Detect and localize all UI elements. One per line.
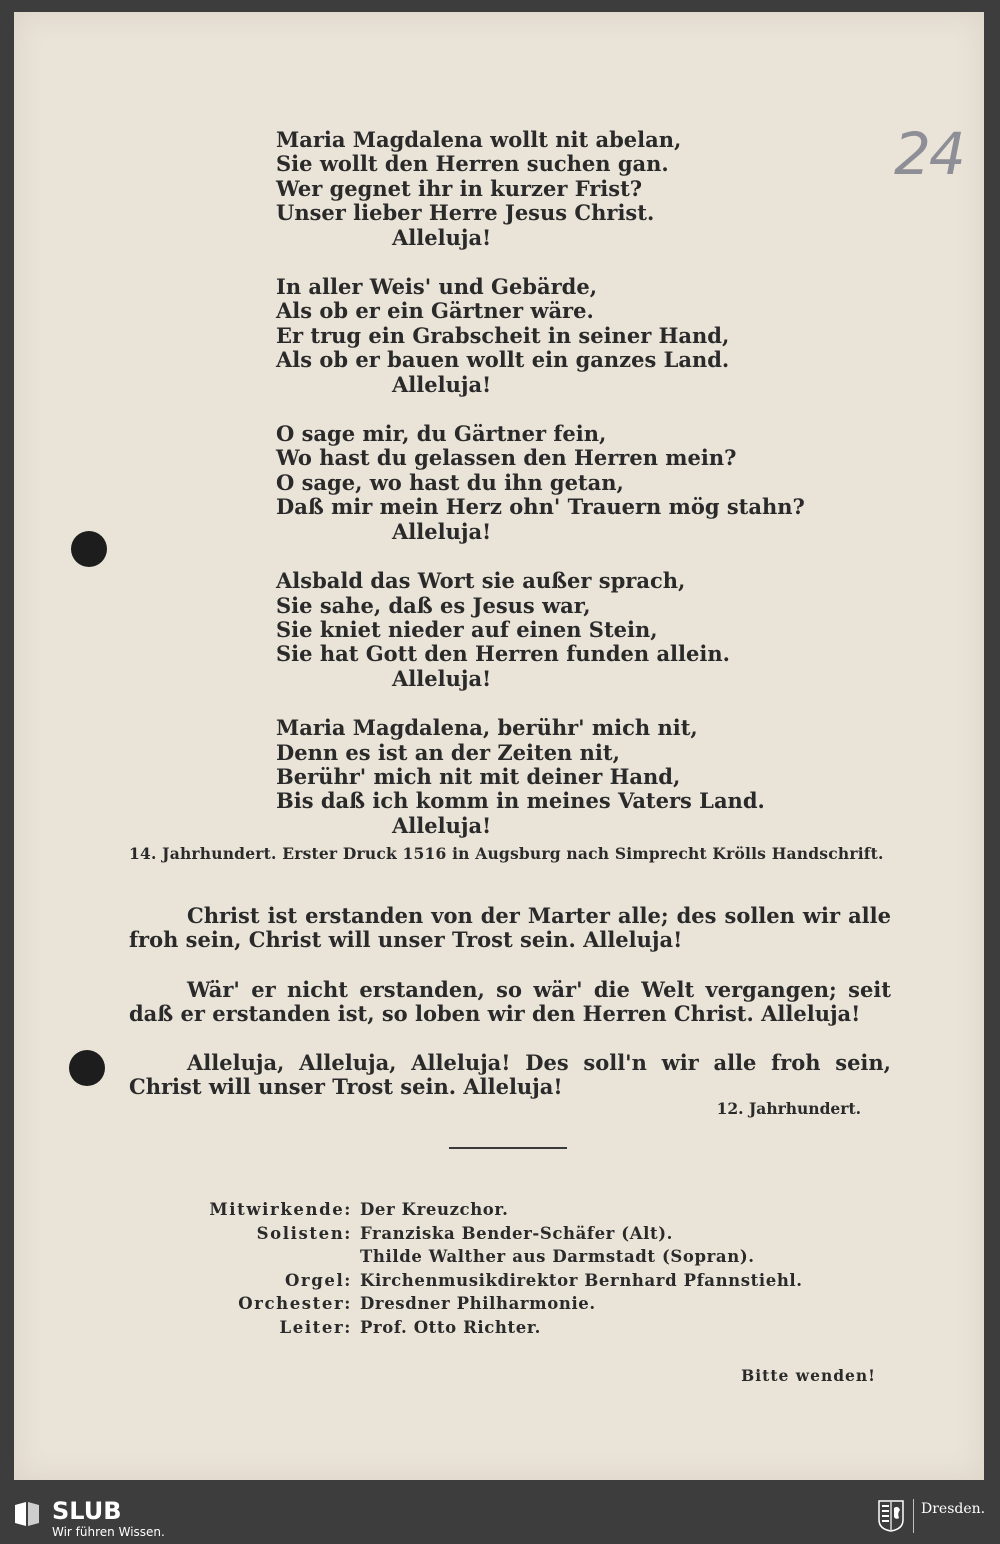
dresden-crest-icon — [878, 1500, 904, 1532]
footer-bar — [0, 1494, 1000, 1544]
credit-label — [194, 1245, 360, 1269]
punch-hole — [71, 531, 107, 567]
library-tagline: Wir führen Wissen. — [52, 1525, 165, 1539]
credit-row — [194, 1269, 803, 1293]
credit-value: Franziska Bender-Schäfer (Alt). — [360, 1223, 673, 1243]
verse-line: Daß mir mein Herz ohn' Trauern mög stahn? — [276, 494, 805, 520]
verse-line: Unser lieber Herre Jesus Christ. — [276, 200, 655, 226]
prose-paragraph — [129, 904, 891, 952]
verse-line: Wo hast du gelassen den Herren mein? — [276, 445, 737, 471]
credit-label: Mitwirkende: — [209, 1200, 352, 1219]
credit-label: Orgel: — [284, 1270, 352, 1290]
stanza — [276, 275, 836, 397]
credit-label: Solisten: — [256, 1223, 352, 1243]
verse-line: Denn es ist an der Zeiten nit, — [276, 739, 620, 765]
stanza — [276, 128, 836, 250]
verse-line: Maria Magdalena, berühr' mich nit, — [276, 715, 698, 741]
verse-line: Sie hat Gott den Herren funden allein. — [276, 641, 730, 667]
credit-row — [194, 1292, 803, 1316]
stanza — [276, 422, 836, 544]
credit-value: Der Kreuzchor. — [360, 1200, 509, 1219]
city-name: Dresden. — [921, 1501, 986, 1517]
credit-label: Leiter: — [279, 1317, 352, 1337]
refrain-line: Alleluja! — [392, 371, 492, 397]
verse-line: O sage mir, du Gärtner fein, — [276, 421, 607, 447]
prose-text: Wär' er nicht erstanden, so wär' die Welt vergangen; seit daß er erstanden ist, so loben wir den Herren Christ. Alleluja! — [129, 977, 891, 1026]
verse-line: Bis daß ich komm in meines Vaters Land. — [276, 788, 765, 814]
verse-line: O sage, wo hast du ihn getan, — [276, 469, 624, 495]
verse-line: Als ob er ein Gärtner wäre. — [276, 298, 594, 324]
verse-line: Sie kniet nieder auf einen Stein, — [276, 616, 658, 642]
credits-list — [194, 1198, 803, 1339]
verses-attribution: 14. Jahrhundert. Erster Druck 1516 in Augsburg nach Simprecht Krölls Handschrift. — [129, 844, 884, 863]
punch-hole — [69, 1050, 105, 1086]
handwritten-page-number: 24 — [894, 120, 964, 188]
refrain-line: Alleluja! — [392, 224, 492, 250]
please-turn-note: Bitte wenden! — [741, 1366, 876, 1385]
verse-line: Alsbald das Wort sie außer sprach, — [276, 568, 686, 594]
prose-paragraph — [129, 978, 891, 1026]
hymn-verses — [276, 128, 836, 863]
verse-line: Maria Magdalena wollt nit abelan, — [276, 127, 682, 152]
stanza — [276, 569, 836, 691]
credit-value: Dresdner Philharmonie. — [360, 1294, 596, 1313]
verse-line: Als ob er bauen wollt ein ganzes Land. — [276, 347, 730, 373]
refrain-line: Alleluja! — [392, 518, 492, 544]
credit-value: Prof. Otto Richter. — [360, 1317, 541, 1337]
credit-label: Orchester: — [238, 1294, 352, 1313]
slub-book-icon — [12, 1499, 42, 1529]
divider-rule — [449, 1147, 567, 1149]
verse-line: In aller Weis' und Gebärde, — [276, 274, 598, 300]
refrain-line: Alleluja! — [392, 812, 492, 838]
verse-line: Er trug ein Grabscheit in seiner Hand, — [276, 322, 730, 348]
credit-row — [194, 1245, 803, 1269]
credit-row — [194, 1316, 803, 1340]
document-page — [14, 12, 984, 1480]
verse-line: Sie sahe, daß es Jesus war, — [276, 592, 591, 618]
library-name: SLUB — [52, 1497, 122, 1525]
credit-value: Thilde Walther aus Darmstadt (Sopran). — [360, 1247, 755, 1266]
credit-row — [194, 1198, 803, 1222]
verse-line: Sie wollt den Herren suchen gan. — [276, 151, 669, 177]
credit-row — [194, 1222, 803, 1246]
refrain-line: Alleluja! — [392, 665, 492, 691]
prose-paragraph — [129, 1051, 891, 1099]
verse-line: Wer gegnet ihr in kurzer Frist? — [276, 175, 643, 201]
prose-attribution: 12. Jahrhundert. — [716, 1099, 861, 1118]
stanza — [276, 716, 836, 838]
prose-text: Alleluja, Alleluja, Alleluja! Des soll'n wir alle froh sein, Christ will unser Trost sein. Alleluja! — [129, 1050, 891, 1099]
prose-text: Christ ist erstanden von der Marter alle; des sollen wir alle froh sein, Christ will unser Trost sein. Alleluja! — [129, 903, 891, 952]
verse-line: Berühr' mich nit mit deiner Hand, — [276, 763, 681, 789]
credit-value: Kirchenmusikdirektor Bernhard Pfannstiehl. — [360, 1270, 803, 1290]
footer-divider — [913, 1499, 914, 1533]
